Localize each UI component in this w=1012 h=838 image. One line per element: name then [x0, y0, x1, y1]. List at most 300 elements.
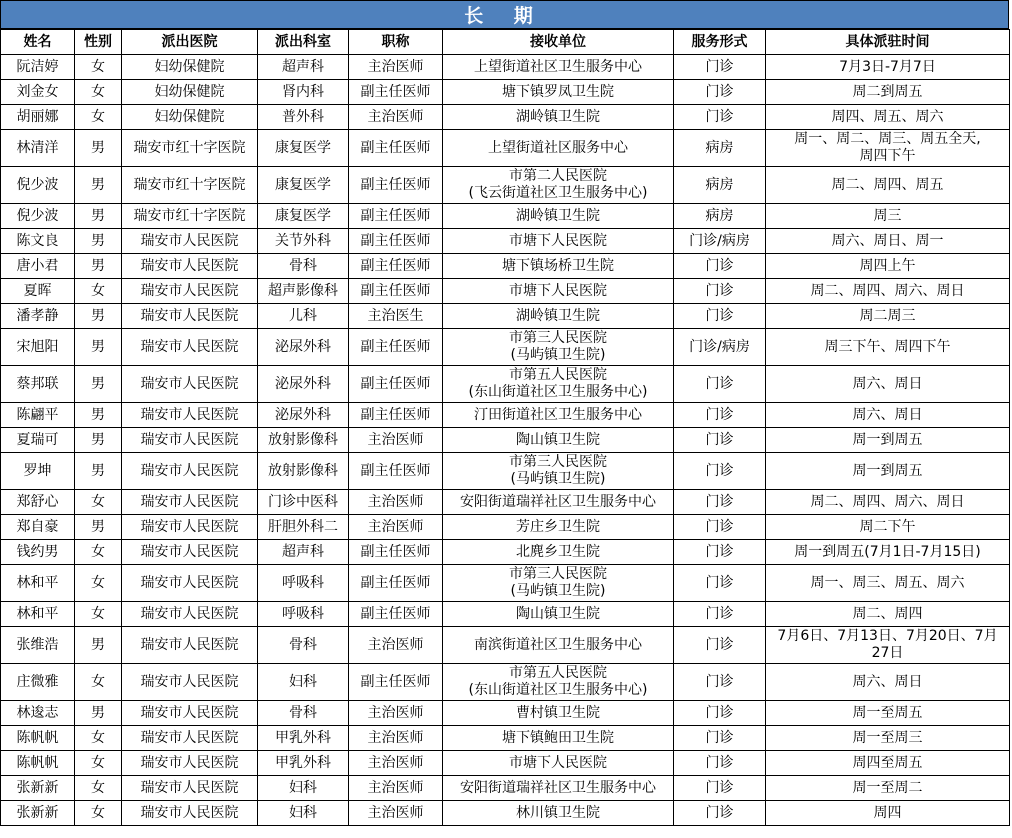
- cell-dept: 泌尿外科: [258, 329, 349, 366]
- cell-dept: 肝胆外科二: [258, 515, 349, 540]
- cell-unit: [443, 801, 674, 826]
- cell-unit-line: 市塘下人民医院: [509, 232, 607, 249]
- table-row: [1, 776, 1010, 801]
- cell-form: 病房: [674, 167, 766, 204]
- cell-name: 庄微雅: [1, 664, 75, 701]
- table-body: [1, 55, 1010, 826]
- table-row: [1, 453, 1010, 490]
- cell-form: 门诊: [674, 627, 766, 664]
- cell-time: [766, 304, 1010, 329]
- cell-dept: 肾内科: [258, 80, 349, 105]
- cell-unit: [443, 105, 674, 130]
- cell-name: 林逡志: [1, 701, 75, 726]
- cell-unit-line: 市塘下人民医院: [509, 282, 607, 299]
- cell-unit-line: 上望街道社区服务中心: [488, 139, 628, 156]
- cell-time-line: 周二周三: [859, 307, 916, 324]
- cell-name: 罗坤: [1, 453, 75, 490]
- cell-unit-line: 安阳街道瑞祥社区卫生服务中心: [460, 779, 656, 796]
- cell-form: 门诊: [674, 304, 766, 329]
- table-row: [1, 167, 1010, 204]
- sheet-title: 长 期: [0, 0, 1009, 29]
- cell-title: 主治医师: [349, 515, 443, 540]
- cell-name: 宋旭阳: [1, 329, 75, 366]
- cell-unit-line: 市第五人民医院: [509, 367, 607, 383]
- cell-title: 副主任医师: [349, 167, 443, 204]
- cell-unit: [443, 403, 674, 428]
- cell-time-line: 27日: [871, 645, 904, 661]
- cell-time: [766, 428, 1010, 453]
- cell-unit-line: (马屿镇卫生院): [510, 583, 606, 599]
- cell-form: 门诊: [674, 428, 766, 453]
- cell-sex: 男: [75, 254, 122, 279]
- cell-unit: [443, 453, 674, 490]
- cell-sex: 女: [75, 490, 122, 515]
- table-row: [1, 490, 1010, 515]
- cell-name: 潘孝静: [1, 304, 75, 329]
- cell-dept: 呼吸科: [258, 565, 349, 602]
- cell-unit-line: 市第三人民医院: [509, 566, 607, 582]
- cell-unit-line: 市第三人民医院: [509, 454, 607, 470]
- cell-unit: [443, 304, 674, 329]
- cell-hospital: 瑞安市红十字医院: [122, 167, 258, 204]
- cell-hospital: 瑞安市人民医院: [122, 627, 258, 664]
- cell-dept: 泌尿外科: [258, 403, 349, 428]
- cell-time: [766, 726, 1010, 751]
- cell-dept: 骨科: [258, 627, 349, 664]
- cell-title: 主治医师: [349, 801, 443, 826]
- cell-form: 门诊: [674, 602, 766, 627]
- cell-sex: 女: [75, 80, 122, 105]
- cell-time-line: 周四: [873, 804, 902, 821]
- cell-sex: 男: [75, 403, 122, 428]
- cell-title: 副主任医师: [349, 602, 443, 627]
- cell-dept: 康复医学: [258, 167, 349, 204]
- cell-dept: 超声科: [258, 540, 349, 565]
- cell-unit-line: (马屿镇卫生院): [510, 347, 606, 363]
- cell-name: 陈帆帆: [1, 751, 75, 776]
- cell-time-line: 周六、周日: [852, 406, 923, 423]
- cell-unit-line: 市第二人民医院: [509, 168, 607, 184]
- cell-sex: 女: [75, 279, 122, 304]
- cell-time: [766, 229, 1010, 254]
- table-row: [1, 304, 1010, 329]
- cell-form: 门诊: [674, 490, 766, 515]
- cell-hospital: 瑞安市人民医院: [122, 801, 258, 826]
- cell-name: 夏瑞可: [1, 428, 75, 453]
- cell-title: 副主任医师: [349, 279, 443, 304]
- cell-time: [766, 701, 1010, 726]
- assignment-table: [0, 29, 1010, 826]
- cell-title: 主治医师: [349, 55, 443, 80]
- cell-time-line: 周六、周日: [852, 375, 923, 392]
- cell-name: 张新新: [1, 801, 75, 826]
- cell-name: 陈翩平: [1, 403, 75, 428]
- cell-unit-line: 安阳街道瑞祥社区卫生服务中心: [460, 493, 656, 510]
- cell-form: 门诊: [674, 279, 766, 304]
- cell-unit: [443, 776, 674, 801]
- cell-form: 门诊: [674, 726, 766, 751]
- table-row: [1, 540, 1010, 565]
- cell-title: 副主任医师: [349, 80, 443, 105]
- cell-title: 副主任医师: [349, 453, 443, 490]
- cell-sex: 男: [75, 627, 122, 664]
- cell-form: 门诊/病房: [674, 329, 766, 366]
- cell-title: 主治医师: [349, 726, 443, 751]
- cell-hospital: 瑞安市红十字医院: [122, 204, 258, 229]
- cell-form: 门诊: [674, 403, 766, 428]
- cell-unit: [443, 490, 674, 515]
- cell-sex: 男: [75, 515, 122, 540]
- cell-time: [766, 602, 1010, 627]
- cell-hospital: 瑞安市人民医院: [122, 403, 258, 428]
- cell-name: 郑自豪: [1, 515, 75, 540]
- header-dept: 派出科室: [258, 30, 349, 55]
- cell-time-line: 周四下午: [859, 148, 916, 164]
- cell-unit-line: 曹村镇卫生院: [516, 704, 600, 721]
- cell-time-line: 周一、周二、周三、周五全天,: [794, 131, 981, 147]
- cell-time: [766, 130, 1010, 167]
- cell-unit-line: 市第三人民医院: [509, 330, 607, 346]
- cell-form: 门诊: [674, 105, 766, 130]
- cell-time-line: 周三下午、周四下午: [824, 338, 951, 355]
- cell-time-line: 周一、周三、周五、周六: [810, 574, 965, 591]
- cell-sex: 男: [75, 453, 122, 490]
- cell-hospital: 瑞安市人民医院: [122, 726, 258, 751]
- cell-sex: 女: [75, 664, 122, 701]
- cell-unit: [443, 428, 674, 453]
- cell-time: [766, 540, 1010, 565]
- cell-dept: 普外科: [258, 105, 349, 130]
- cell-unit: [443, 80, 674, 105]
- cell-sex: 男: [75, 304, 122, 329]
- table-row: [1, 664, 1010, 701]
- cell-name: 刘金女: [1, 80, 75, 105]
- cell-unit-line: 北麂乡卫生院: [516, 543, 600, 560]
- cell-hospital: 妇幼保健院: [122, 55, 258, 80]
- cell-form: 门诊: [674, 540, 766, 565]
- cell-title: 主治医师: [349, 428, 443, 453]
- cell-title: 主治医生: [349, 304, 443, 329]
- cell-time-line: 周一至周五: [852, 704, 923, 721]
- table-row: [1, 329, 1010, 366]
- cell-unit: [443, 602, 674, 627]
- header-form: 服务形式: [674, 30, 766, 55]
- cell-dept: 儿科: [258, 304, 349, 329]
- cell-time-line: 7月3日-7月7日: [839, 58, 936, 75]
- cell-unit-line: 市塘下人民医院: [509, 754, 607, 771]
- cell-time: [766, 329, 1010, 366]
- cell-name: 张新新: [1, 776, 75, 801]
- cell-hospital: 瑞安市人民医院: [122, 428, 258, 453]
- cell-form: 门诊: [674, 80, 766, 105]
- cell-sex: 男: [75, 229, 122, 254]
- cell-hospital: 瑞安市人民医院: [122, 329, 258, 366]
- table-row: [1, 428, 1010, 453]
- table-row: [1, 726, 1010, 751]
- table-row: [1, 751, 1010, 776]
- cell-unit-line: 塘下镇场桥卫生院: [502, 257, 614, 274]
- cell-sex: 女: [75, 776, 122, 801]
- header-sex: 性别: [75, 30, 122, 55]
- cell-unit-line: 上望街道社区卫生服务中心: [474, 58, 642, 75]
- cell-time-line: 周二到周五: [852, 83, 923, 100]
- table-row: [1, 701, 1010, 726]
- cell-hospital: 瑞安市人民医院: [122, 751, 258, 776]
- cell-sex: 男: [75, 204, 122, 229]
- cell-time: [766, 664, 1010, 701]
- cell-title: 副主任医师: [349, 403, 443, 428]
- cell-form: 门诊: [674, 701, 766, 726]
- cell-hospital: 瑞安市人民医院: [122, 366, 258, 403]
- header-title: 职称: [349, 30, 443, 55]
- header-unit: 接收单位: [443, 30, 674, 55]
- cell-time: [766, 366, 1010, 403]
- cell-time: [766, 403, 1010, 428]
- cell-dept: 甲乳外科: [258, 726, 349, 751]
- cell-time: [766, 801, 1010, 826]
- cell-time: [766, 167, 1010, 204]
- cell-title: 副主任医师: [349, 329, 443, 366]
- cell-name: 钱约男: [1, 540, 75, 565]
- cell-name: 倪少波: [1, 204, 75, 229]
- cell-unit-line: 塘下镇罗凤卫生院: [502, 83, 614, 100]
- cell-form: 门诊: [674, 776, 766, 801]
- cell-sex: 男: [75, 167, 122, 204]
- cell-form: 病房: [674, 204, 766, 229]
- cell-form: 门诊: [674, 751, 766, 776]
- cell-unit: [443, 254, 674, 279]
- cell-hospital: 妇幼保健院: [122, 105, 258, 130]
- cell-hospital: 瑞安市人民医院: [122, 602, 258, 627]
- cell-unit: [443, 540, 674, 565]
- cell-title: 主治医师: [349, 776, 443, 801]
- cell-dept: 泌尿外科: [258, 366, 349, 403]
- cell-sex: 男: [75, 701, 122, 726]
- cell-dept: 呼吸科: [258, 602, 349, 627]
- cell-form: 门诊: [674, 801, 766, 826]
- cell-unit-line: 南滨街道社区卫生服务中心: [474, 636, 642, 653]
- table-row: [1, 801, 1010, 826]
- cell-name: 夏晖: [1, 279, 75, 304]
- cell-dept: 关节外科: [258, 229, 349, 254]
- cell-time-line: 周一到周五: [852, 462, 923, 479]
- cell-time: [766, 279, 1010, 304]
- cell-form: 门诊/病房: [674, 229, 766, 254]
- cell-unit: [443, 329, 674, 366]
- cell-name: 陈帆帆: [1, 726, 75, 751]
- cell-time-line: 周二、周四、周六、周日: [810, 493, 965, 510]
- table-row: [1, 515, 1010, 540]
- cell-sex: 女: [75, 565, 122, 602]
- cell-hospital: 瑞安市人民医院: [122, 776, 258, 801]
- cell-title: 副主任医师: [349, 254, 443, 279]
- cell-title: 副主任医师: [349, 540, 443, 565]
- cell-name: 林清洋: [1, 130, 75, 167]
- cell-time: [766, 751, 1010, 776]
- cell-dept: 妇科: [258, 776, 349, 801]
- cell-title: 主治医师: [349, 627, 443, 664]
- cell-unit-line: 汀田街道社区卫生服务中心: [474, 406, 642, 423]
- cell-sex: 女: [75, 726, 122, 751]
- cell-sex: 男: [75, 428, 122, 453]
- cell-unit: [443, 664, 674, 701]
- cell-unit: [443, 366, 674, 403]
- cell-time-line: 周四上午: [859, 257, 916, 274]
- table-row: [1, 366, 1010, 403]
- cell-sex: 女: [75, 540, 122, 565]
- cell-unit-line: 市第五人民医院: [509, 665, 607, 681]
- cell-time-line: 周二下午: [859, 518, 916, 535]
- cell-unit: [443, 55, 674, 80]
- cell-name: 倪少波: [1, 167, 75, 204]
- cell-time: [766, 453, 1010, 490]
- table-row: [1, 55, 1010, 80]
- cell-unit-line: 芳庄乡卫生院: [516, 518, 600, 535]
- table-row: [1, 130, 1010, 167]
- cell-unit: [443, 726, 674, 751]
- cell-unit-line: (东山街道社区卫生服务中心): [468, 682, 648, 698]
- cell-time-line: 周六、周日、周一: [831, 232, 944, 249]
- cell-time: [766, 80, 1010, 105]
- table-row: [1, 204, 1010, 229]
- cell-dept: 放射影像科: [258, 453, 349, 490]
- cell-dept: 妇科: [258, 664, 349, 701]
- cell-time: [766, 776, 1010, 801]
- cell-unit-line: 林川镇卫生院: [516, 804, 600, 821]
- cell-unit-line: (飞云街道社区卫生服务中心): [468, 185, 648, 201]
- cell-dept: 超声科: [258, 55, 349, 80]
- cell-time: [766, 565, 1010, 602]
- cell-hospital: 瑞安市人民医院: [122, 701, 258, 726]
- table-row: [1, 403, 1010, 428]
- cell-sex: 女: [75, 751, 122, 776]
- cell-hospital: 瑞安市人民医院: [122, 490, 258, 515]
- cell-time-line: 周四至周五: [852, 754, 923, 771]
- cell-time: [766, 627, 1010, 664]
- cell-form: 门诊: [674, 366, 766, 403]
- table-row: [1, 279, 1010, 304]
- cell-name: 唐小君: [1, 254, 75, 279]
- cell-time: [766, 490, 1010, 515]
- cell-title: 主治医师: [349, 490, 443, 515]
- cell-unit: [443, 701, 674, 726]
- table-row: [1, 627, 1010, 664]
- cell-dept: 妇科: [258, 801, 349, 826]
- cell-sex: 女: [75, 55, 122, 80]
- cell-sex: 女: [75, 105, 122, 130]
- cell-time-line: 周二、周四: [852, 605, 923, 622]
- cell-time-line: 周一到周五: [852, 431, 923, 448]
- cell-hospital: 瑞安市人民医院: [122, 279, 258, 304]
- cell-form: 门诊: [674, 254, 766, 279]
- table-row: [1, 565, 1010, 602]
- cell-unit: [443, 627, 674, 664]
- cell-time-line: 周一到周五(7月1日-7月15日): [794, 543, 981, 560]
- cell-time-line: 周一至周三: [852, 729, 923, 746]
- header-name: 姓名: [1, 30, 75, 55]
- cell-form: 门诊: [674, 55, 766, 80]
- cell-time: [766, 55, 1010, 80]
- cell-dept: 放射影像科: [258, 428, 349, 453]
- table-row: [1, 254, 1010, 279]
- table-row: [1, 80, 1010, 105]
- cell-unit: [443, 565, 674, 602]
- cell-hospital: 瑞安市人民医院: [122, 304, 258, 329]
- cell-unit: [443, 229, 674, 254]
- cell-dept: 门诊中医科: [258, 490, 349, 515]
- cell-time-line: 周六、周日: [852, 673, 923, 690]
- cell-name: 林和平: [1, 565, 75, 602]
- cell-unit: [443, 515, 674, 540]
- cell-name: 林和平: [1, 602, 75, 627]
- cell-title: 主治医师: [349, 105, 443, 130]
- table-row: [1, 105, 1010, 130]
- cell-time-line: 周三: [873, 207, 902, 224]
- cell-name: 蔡邦联: [1, 366, 75, 403]
- table-row: [1, 602, 1010, 627]
- cell-unit-line: 湖岭镇卫生院: [516, 207, 600, 224]
- cell-dept: 康复医学: [258, 204, 349, 229]
- cell-unit: [443, 751, 674, 776]
- cell-title: 副主任医师: [349, 229, 443, 254]
- cell-unit-line: 湖岭镇卫生院: [516, 108, 600, 125]
- cell-time-line: 7月6日、7月13日、7月20日、7月: [777, 628, 998, 644]
- cell-dept: 康复医学: [258, 130, 349, 167]
- cell-sex: 女: [75, 602, 122, 627]
- cell-hospital: 妇幼保健院: [122, 80, 258, 105]
- cell-form: 门诊: [674, 515, 766, 540]
- cell-hospital: 瑞安市人民医院: [122, 565, 258, 602]
- cell-title: 副主任医师: [349, 366, 443, 403]
- cell-unit-line: (东山街道社区卫生服务中心): [468, 384, 648, 400]
- cell-unit: [443, 167, 674, 204]
- cell-title: 副主任医师: [349, 664, 443, 701]
- cell-hospital: 瑞安市人民医院: [122, 664, 258, 701]
- cell-title: 主治医师: [349, 701, 443, 726]
- cell-form: 门诊: [674, 664, 766, 701]
- cell-name: 郑舒心: [1, 490, 75, 515]
- header-time: 具体派驻时间: [766, 30, 1010, 55]
- header-hospital: 派出医院: [122, 30, 258, 55]
- cell-hospital: 瑞安市人民医院: [122, 254, 258, 279]
- cell-hospital: 瑞安市人民医院: [122, 540, 258, 565]
- cell-time: [766, 204, 1010, 229]
- cell-title: 副主任医师: [349, 204, 443, 229]
- cell-unit-line: 湖岭镇卫生院: [516, 307, 600, 324]
- cell-form: 门诊: [674, 565, 766, 602]
- cell-name: 张维浩: [1, 627, 75, 664]
- cell-hospital: 瑞安市红十字医院: [122, 130, 258, 167]
- cell-name: 阮洁婷: [1, 55, 75, 80]
- cell-form: 门诊: [674, 453, 766, 490]
- cell-sex: 男: [75, 329, 122, 366]
- cell-sex: 男: [75, 130, 122, 167]
- cell-form: 病房: [674, 130, 766, 167]
- cell-dept: 超声影像科: [258, 279, 349, 304]
- cell-unit-line: 陶山镇卫生院: [516, 431, 600, 448]
- cell-time-line: 周二、周四、周六、周日: [810, 282, 965, 299]
- cell-sex: 女: [75, 801, 122, 826]
- cell-title: 主治医师: [349, 751, 443, 776]
- cell-time: [766, 254, 1010, 279]
- cell-dept: 骨科: [258, 701, 349, 726]
- cell-unit-line: 塘下镇鲍田卫生院: [502, 729, 614, 746]
- cell-unit-line: (马屿镇卫生院): [510, 471, 606, 487]
- cell-time: [766, 515, 1010, 540]
- header-row: [1, 30, 1010, 55]
- cell-unit: [443, 130, 674, 167]
- cell-sex: 男: [75, 366, 122, 403]
